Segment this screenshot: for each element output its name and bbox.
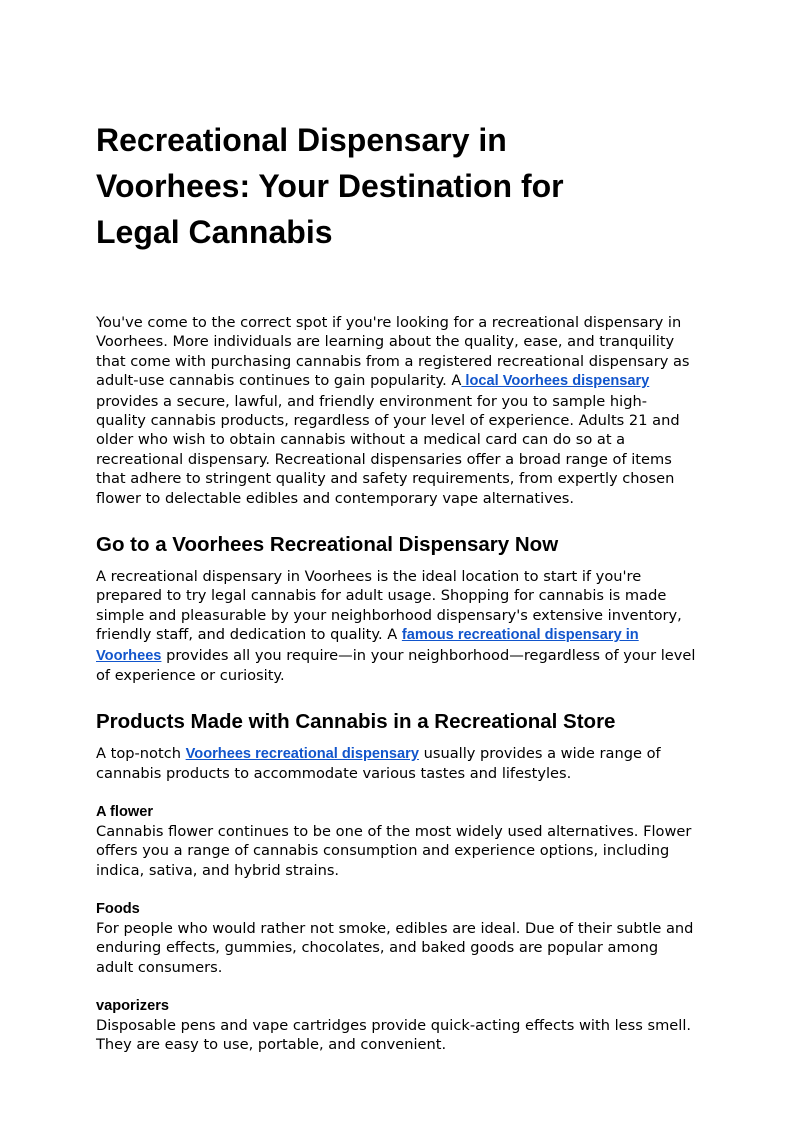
section-products-text-before: A top-notch	[96, 745, 186, 762]
intro-text-after: provides a secure, lawful, and friendly environment for you to sample high-quality cannabis products, regardless of your level of experience. Adults 21 and older who wish to obtain cannabis without a medical card can do so at a recreational dispensary. Recreational dispensaries offer a broad range of items that adhere to stringent quality and safety requirements, from expertly chosen flower to delectable edibles and contemporary vape alternatives.	[96, 392, 680, 507]
section-products-text-after: usually provides a wide range of cannabis products to accommodate various tastes and lifestyles.	[96, 745, 661, 783]
section-visit-text-before: A recreational dispensary in Voorhees is the ideal location to start if you're prepared to try legal cannabis for adult usage. Shopping for cannabis is made simple and pleasurable by your neighborhood dispensary's extensive inventory, friendly staff, and dedication to quality. A	[96, 568, 682, 644]
section-heading-products: Products Made with Cannabis in a Recreational Store	[96, 710, 616, 733]
product-text-vaporizers: Disposable pens and vape cartridges provide quick-acting effects with less smell. They are easy to use, portable, and convenient.	[96, 1017, 692, 1054]
local-voorhees-dispensary-link[interactable]: local Voorhees dispensary	[461, 373, 650, 390]
product-heading-flower: A flower	[96, 804, 154, 820]
product-heading-vaporizers: vaporizers	[96, 998, 170, 1014]
section-products-paragraph	[96, 744, 696, 784]
intro-paragraph	[96, 313, 696, 508]
product-heading-foods: Foods	[96, 901, 140, 917]
famous-dispensary-link[interactable]: famous recreational dispensary in Voorhees	[96, 627, 639, 664]
section-visit-paragraph	[96, 567, 696, 685]
intro-text-before: You've come to the correct spot if you're looking for a recreational dispensary in Voorhees. More individuals are learning about the quality, ease, and tranquility that come with purchasing cannabis from a registered recreational dispensary as adult-use cannabis continues to gain popularity. A	[96, 314, 690, 390]
section-heading-visit: Go to a Voorhees Recreational Dispensary Now	[96, 533, 559, 556]
section-visit-text-after: provides all you require—in your neighborhood—regardless of your level of experience or curiosity.	[96, 646, 696, 685]
product-text-foods: For people who would rather not smoke, edibles are ideal. Due of their subtle and enduring effects, gummies, chocolates, and baked goods are popular among adult consumers.	[96, 920, 694, 976]
product-text-flower: Cannabis flower continues to be one of the most widely used alternatives. Flower offers you a range of cannabis consumption and experience options, including indica, sativa, and hybrid strains.	[96, 823, 692, 879]
page-title: Recreational Dispensary in Voorhees: Your Destination for Legal Cannabis	[96, 122, 564, 250]
voorhees-recreational-dispensary-link[interactable]: Voorhees recreational dispensary	[185, 746, 419, 762]
